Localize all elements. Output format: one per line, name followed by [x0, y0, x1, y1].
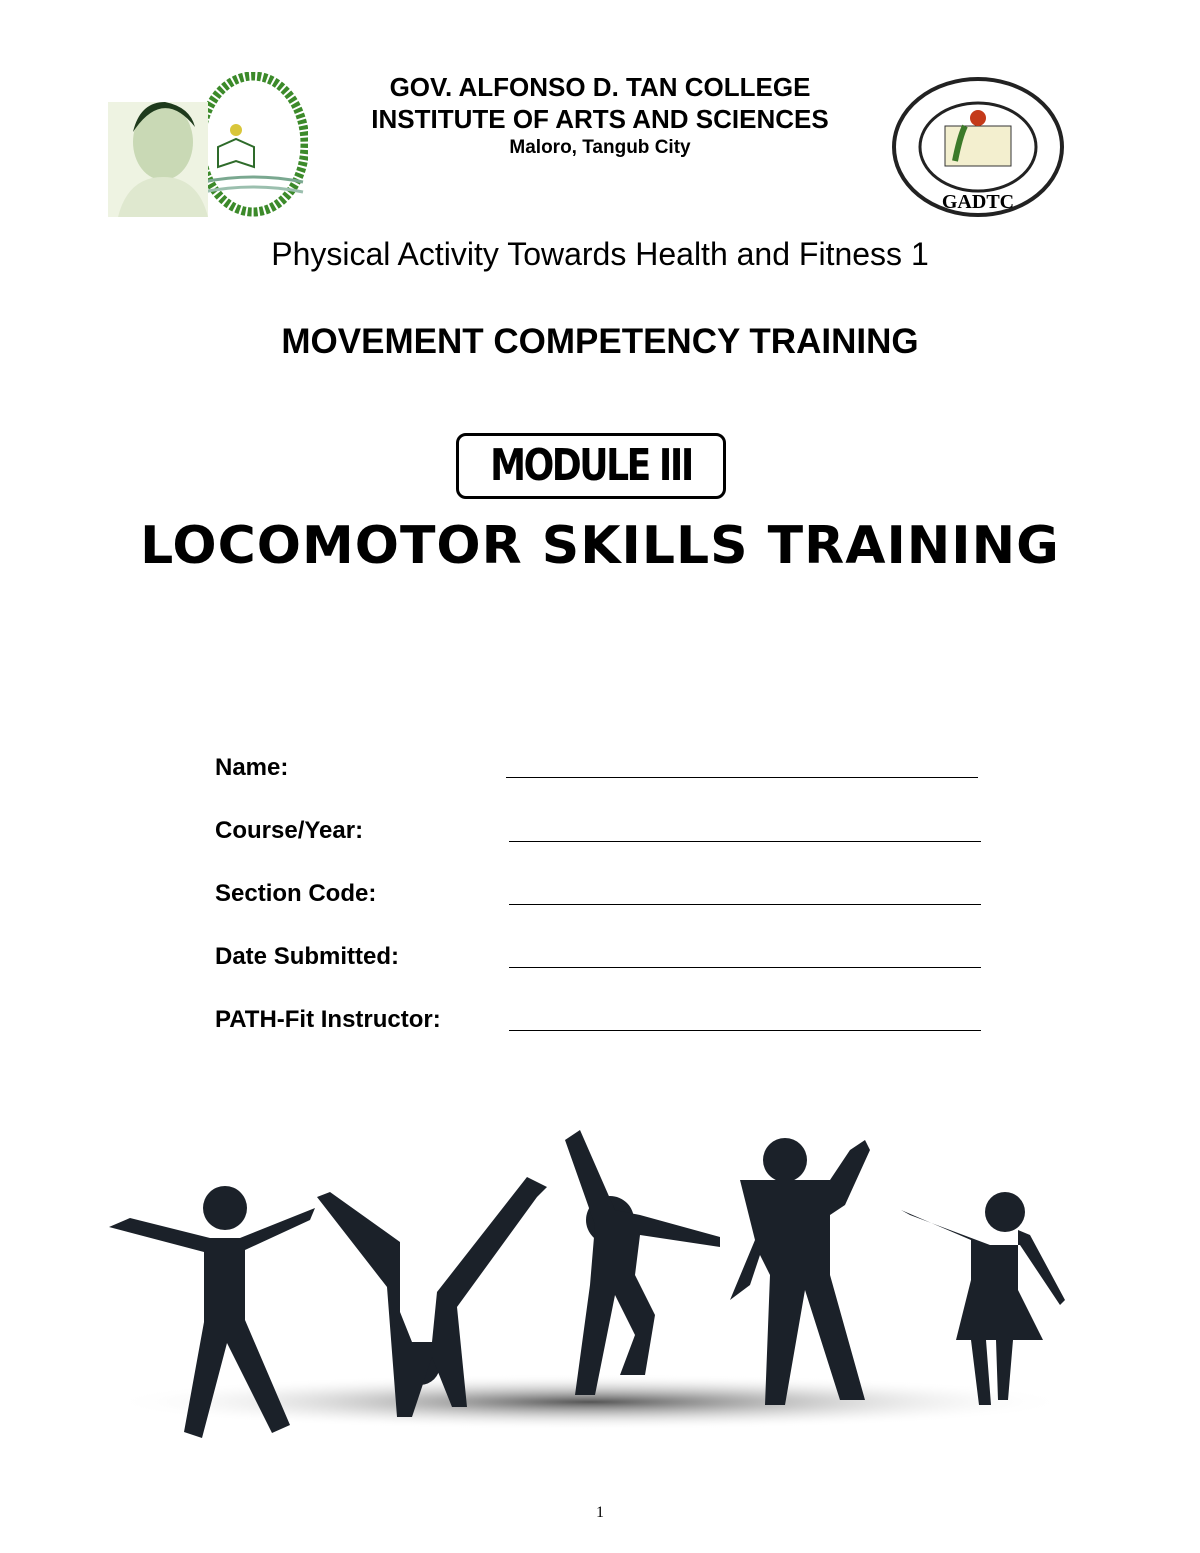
- name-label: Name:: [215, 754, 289, 781]
- children-silhouettes-illustration: [100, 1130, 1100, 1450]
- date-submitted-field[interactable]: [509, 967, 981, 968]
- date-submitted-label: Date Submitted:: [215, 943, 400, 970]
- module-label: MODULE III: [490, 440, 692, 491]
- course-year-label: Course/Year:: [215, 817, 364, 844]
- section-code-field[interactable]: [509, 904, 981, 905]
- institute-seal: [890, 76, 1066, 218]
- instructor-label: PATH-Fit Instructor:: [215, 1006, 441, 1033]
- course-title: Physical Activity Towards Health and Fitness 1: [271, 236, 929, 272]
- module-label-box: [456, 433, 726, 499]
- instructor-field[interactable]: [509, 1030, 981, 1031]
- address: Maloro, Tangub City: [509, 137, 691, 158]
- page-number: 1: [596, 1504, 604, 1521]
- main-title: MOVEMENT COMPETENCY TRAINING: [281, 322, 919, 361]
- course-year-field[interactable]: [509, 841, 981, 842]
- name-field[interactable]: [506, 777, 978, 778]
- college-name: GOV. ALFONSO D. TAN COLLEGE: [389, 72, 811, 102]
- module-title: LOCOMOTOR SKILLS TRAINING: [140, 516, 1060, 576]
- institute-name: INSTITUTE OF ARTS AND SCIENCES: [371, 104, 829, 134]
- seal-text: GADTC: [941, 191, 1015, 213]
- section-code-label: Section Code:: [215, 880, 377, 907]
